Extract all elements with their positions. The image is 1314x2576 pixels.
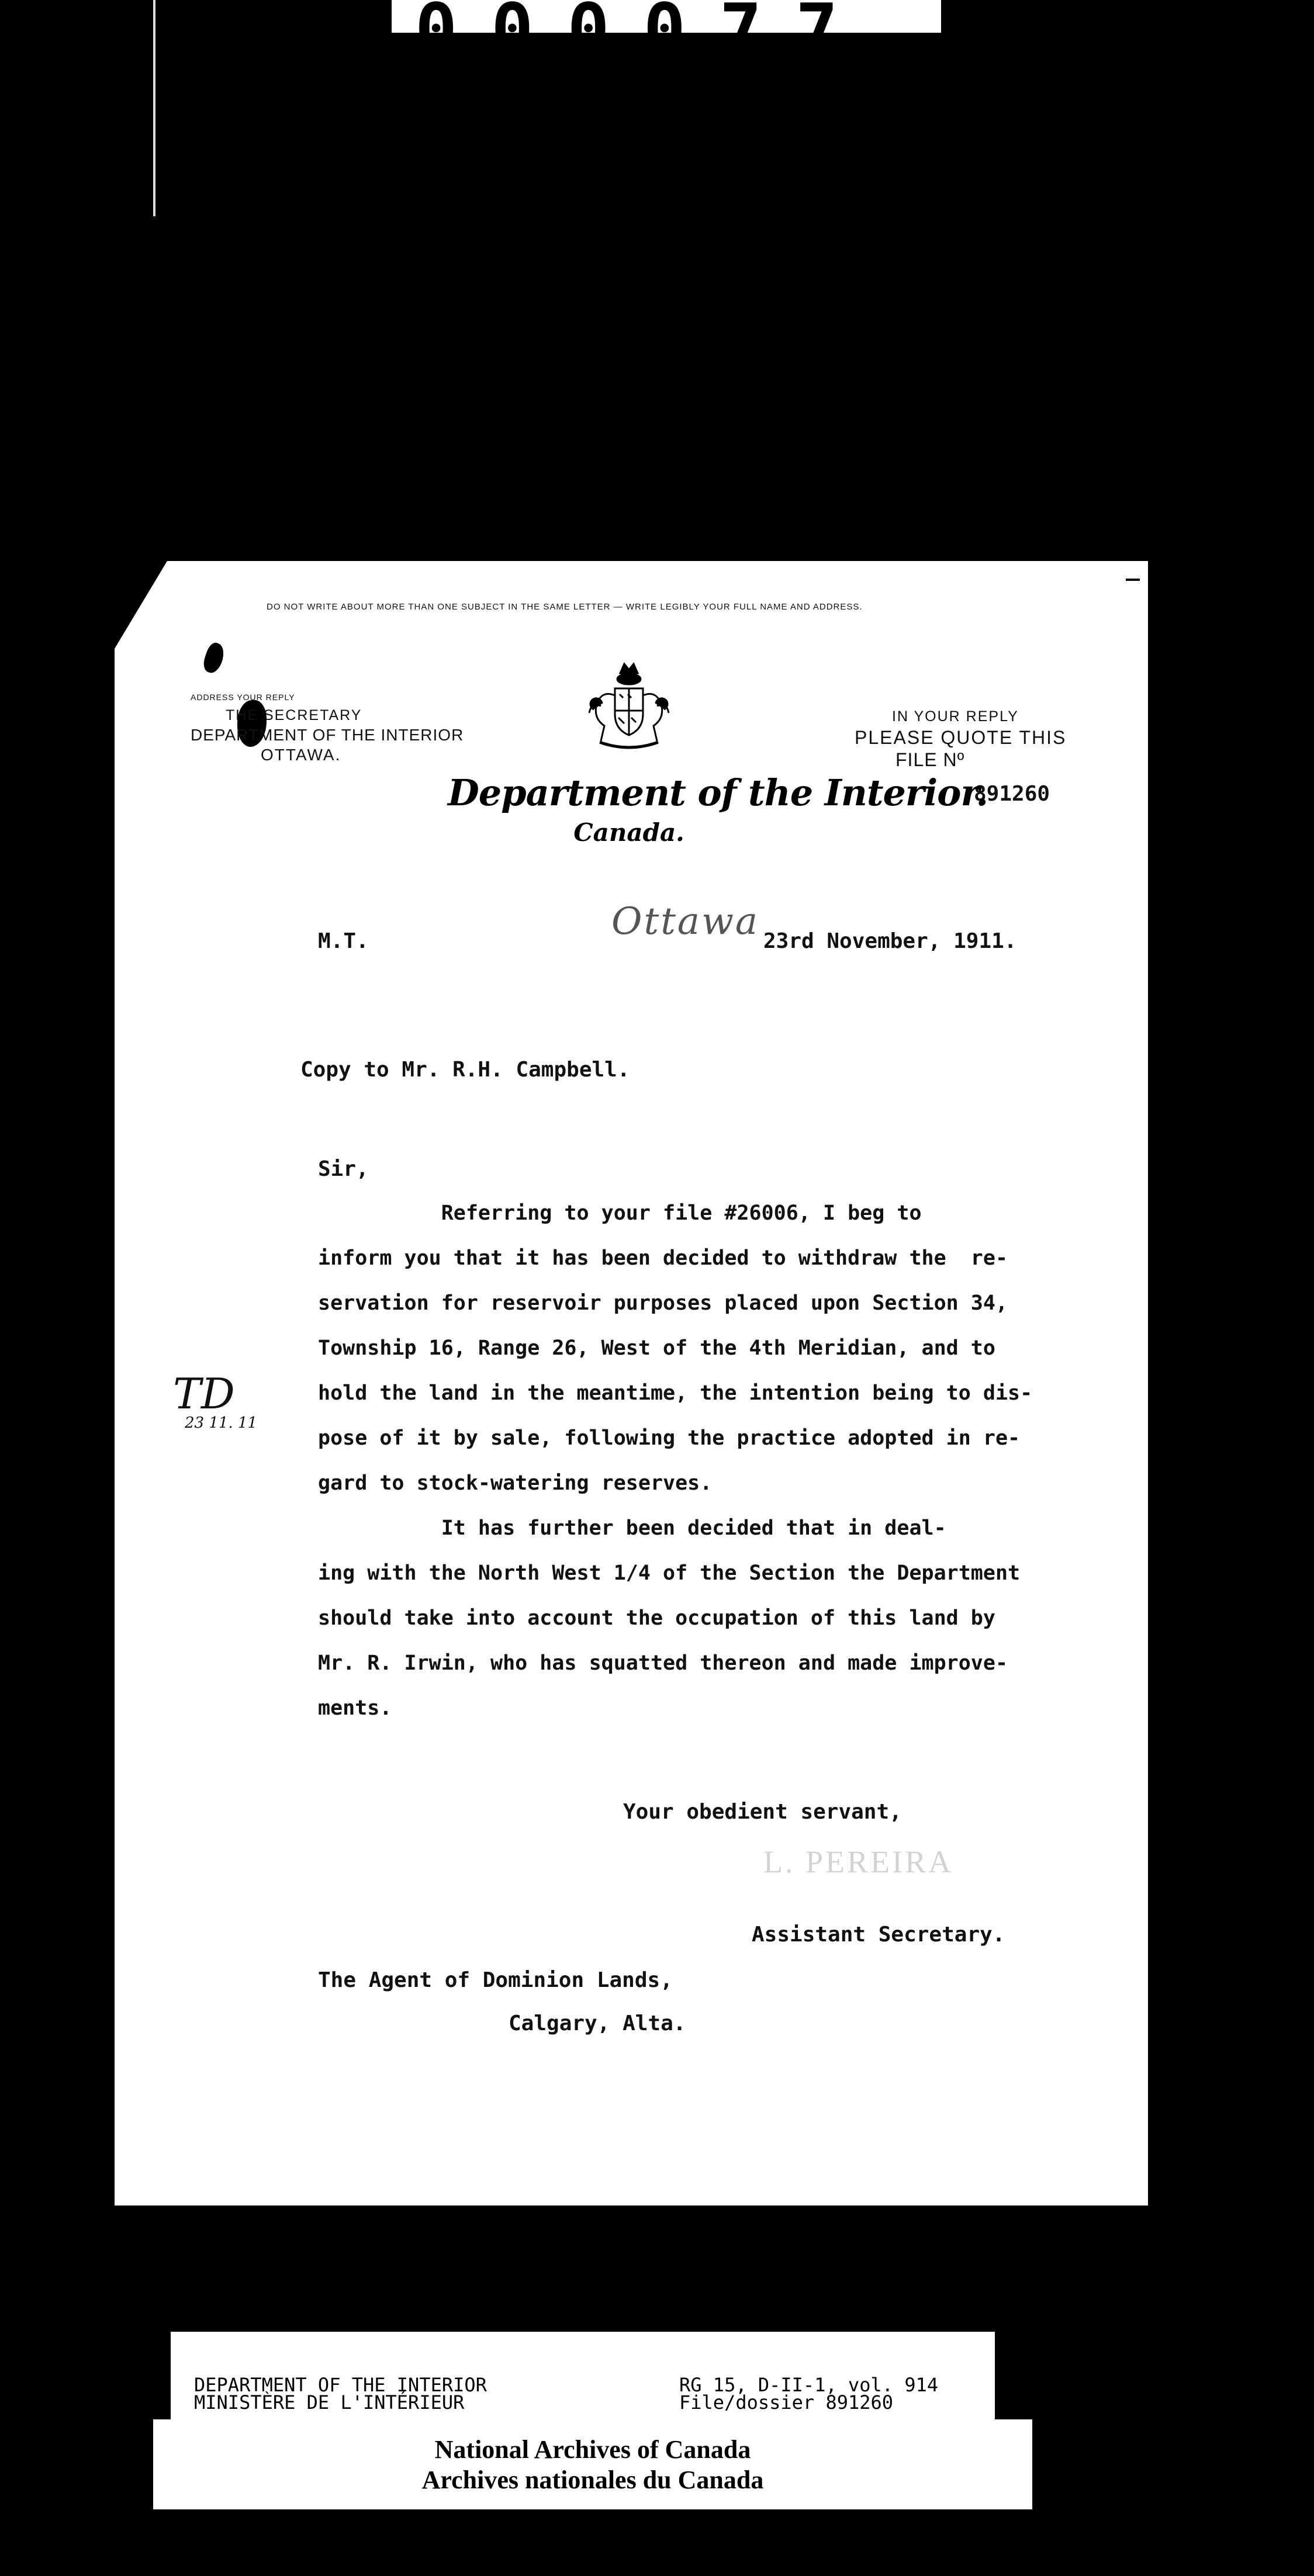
body-line: Referring to your file #26006, I beg to	[318, 1202, 922, 1225]
body-line: pose of it by sale, following the practice adopted in re-	[318, 1427, 1021, 1450]
film-edge-line	[153, 0, 155, 216]
department-subtitle: Canada.	[573, 818, 684, 847]
body-line: It has further been decided that in deal-	[318, 1516, 946, 1540]
signature-stamp: L. PEREIRA	[763, 1844, 954, 1879]
ink-blot	[200, 640, 227, 675]
letter-date: 23rd November, 1911.	[763, 929, 1017, 953]
signatory-title: Assistant Secretary.	[752, 1923, 1005, 1947]
body-line: inform you that it has been decided to withdraw the re-	[318, 1247, 1008, 1270]
letter-body	[318, 1191, 1148, 1731]
archive-name-en: National Archives of Canada	[434, 2435, 751, 2464]
frame-number: 000077	[415, 0, 872, 71]
letterhead-notice: DO NOT WRITE ABOUT MORE THAN ONE SUBJECT IN THE SAME LETTER — WRITE LEGIBLY YOUR FULL NAME AND ADDRESS.	[267, 602, 863, 612]
salutation: Sir,	[318, 1157, 369, 1181]
reply-instruction: PLEASE QUOTE THIS	[855, 727, 1067, 748]
margin-annotation	[173, 1369, 258, 1432]
department-title: Department of the Interior.	[448, 771, 988, 814]
file-number: 891260	[974, 782, 1050, 806]
royal-coat-of-arms-icon	[570, 660, 687, 754]
archive-department-fr: MINISTÈRE DE L'INTÉRIEUR	[194, 2391, 465, 2414]
body-line: servation for reservoir purposes placed upon Section 34,	[318, 1292, 1008, 1315]
reply-instruction: FILE Nº	[895, 749, 965, 770]
city-stamp: Ottawa	[611, 900, 759, 943]
frame-number-strip	[392, 0, 941, 71]
body-line: hold the land in the meantime, the intention being to dis-	[318, 1382, 1033, 1405]
archive-file-number: File/dossier 891260	[679, 2391, 894, 2414]
body-line: Mr. R. Irwin, who has squatted thereon and made improve-	[318, 1651, 1008, 1675]
closing: Your obedient servant,	[623, 1800, 902, 1824]
margin-initials: TD	[173, 1369, 235, 1418]
body-line: Township 16, Range 26, West of the 4th Meridian, and to	[318, 1337, 995, 1360]
body-line: ments.	[318, 1696, 392, 1720]
margin-date: 23 11. 11	[185, 1414, 258, 1432]
copy-to-line: Copy to Mr. R.H. Campbell.	[300, 1058, 630, 1082]
archive-name-label	[153, 2419, 1032, 2509]
body-line: should take into account the occupation of this land by	[318, 1606, 995, 1630]
address-line: OTTAWA.	[261, 746, 341, 764]
letter-page	[115, 561, 1148, 2205]
reference-initials: M.T.	[318, 929, 369, 953]
archive-department-en: DEPARTMENT OF THE INTERIOR	[194, 2374, 487, 2396]
address-line: THE SECRETARY	[226, 707, 362, 723]
archive-record-group: RG 15, D-II-1, vol. 914	[679, 2374, 939, 2396]
body-line: ing with the North West 1/4 of the Section the Department	[318, 1561, 1021, 1585]
archive-reference-label	[171, 2332, 995, 2419]
reply-instruction: IN YOUR REPLY	[892, 708, 1019, 725]
body-line: gard to stock-watering reserves.	[318, 1471, 713, 1495]
address-line: DEPARTMENT OF THE INTERIOR	[191, 726, 464, 744]
addressee-line: Calgary, Alta.	[509, 2011, 686, 2035]
address-label: ADDRESS YOUR REPLY	[191, 693, 295, 702]
archive-name-fr: Archives nationales du Canada	[421, 2466, 764, 2494]
edge-mark	[1126, 579, 1140, 581]
folded-corner	[115, 561, 167, 649]
addressee-line: The Agent of Dominion Lands,	[318, 1968, 673, 1992]
